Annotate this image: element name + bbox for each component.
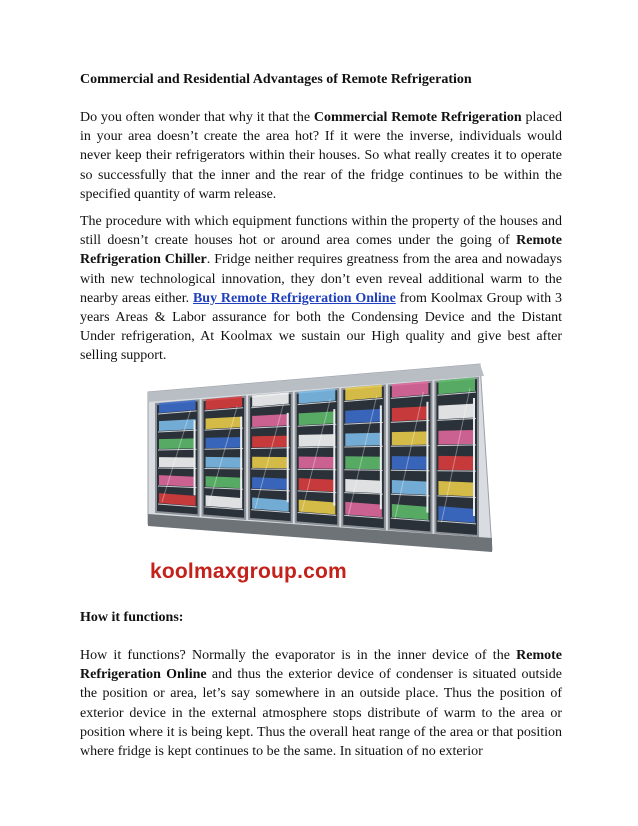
refrigerator-image xyxy=(140,352,498,592)
shelf-products xyxy=(159,438,196,449)
shelf-products xyxy=(252,457,289,469)
shelf-products xyxy=(252,436,289,448)
paragraph-intro-text-a: Do you often wonder that why it that the xyxy=(80,110,314,125)
shelf-products xyxy=(159,475,196,487)
shelf-products xyxy=(206,457,243,468)
bold-commercial-remote-refrigeration: Commercial Remote Refrigeration xyxy=(313,110,522,125)
paragraph-how-it-functions xyxy=(80,646,562,761)
shelf-products xyxy=(438,430,475,445)
paragraph-procedure-text-a: The procedure with which equipment functions within the property of the houses and still doesn’t create houses hot or around area comes under the going of xyxy=(80,214,562,249)
paragraph-how-text-a: How it functions? Normally the evaporator is in the inner device of the xyxy=(80,648,517,663)
shelf-products xyxy=(438,481,475,496)
shelf-products xyxy=(206,417,243,429)
refrigerator-illustration xyxy=(140,352,498,592)
shelf-products xyxy=(392,480,429,495)
shelf-products xyxy=(438,404,475,420)
shelf-products xyxy=(206,437,243,448)
document-title: Commercial and Residential Advantages of Remote Refrigeration xyxy=(80,72,472,87)
shelf-products xyxy=(438,456,475,470)
paragraph-how-text-b: and thus the exterior device of condenser is situated outside the position or area, let’s say somewhere in an outside place. Thus the position of exterior device in the external atmosphere stops distribute of warm to the area or position where it is being kept. Thus the overall heat range of the area or that position where fridge is kept continues to be the same. In situation of no exterior xyxy=(80,667,562,760)
buy-remote-refrigeration-link[interactable]: Buy Remote Refrigeration Online xyxy=(192,290,396,306)
shelf-products xyxy=(159,457,196,467)
shelf-products xyxy=(299,434,336,447)
shelf-products xyxy=(345,409,382,423)
shelf-products xyxy=(299,456,336,468)
shelf-products xyxy=(299,411,336,425)
paragraph-procedure-text-c: from Koolmax Group with 3 years Areas & Labor assurance for both the Condensing Device and the Distant Under refrigeration, At Koolmax we sustain our High quality and give best after selling support. xyxy=(80,290,562,364)
paragraph-intro xyxy=(80,108,562,204)
shelf-products xyxy=(159,419,196,431)
paragraph-procedure-text-b: . Fridge neither requires greatness from the area and nowadays with new technological innovation, they don’t even reveal additional warm to the nearby areas either. xyxy=(80,252,562,306)
shelf-products xyxy=(252,414,289,427)
section-heading: How it functions: xyxy=(80,610,184,625)
bold-remote-refrigeration-online: Remote Refrigeration Online xyxy=(80,648,562,683)
shelf-products xyxy=(345,479,382,493)
image-caption-url: koolmaxgroup.com xyxy=(150,560,347,583)
shelf-products xyxy=(345,456,382,469)
shelf-products xyxy=(252,477,289,490)
shelf-products xyxy=(392,431,429,445)
shelf-products xyxy=(392,406,429,421)
paragraph-intro-text-b: placed in your area doesn’t create the area hot? If it were the inverse, individuals would never keep their refrigerators within their houses. So what really creates it to operate so successfully that the inner and the rear of the fridge continues to be within the specified quantity of warm release. xyxy=(80,110,563,202)
shelf-products xyxy=(345,433,382,446)
shelf-products xyxy=(299,478,336,492)
bold-remote-refrigeration-chiller: Remote Refrigeration Chiller xyxy=(80,233,562,268)
shelf-products xyxy=(392,456,429,470)
shelf-products xyxy=(206,476,243,488)
paragraph-procedure xyxy=(80,212,562,366)
